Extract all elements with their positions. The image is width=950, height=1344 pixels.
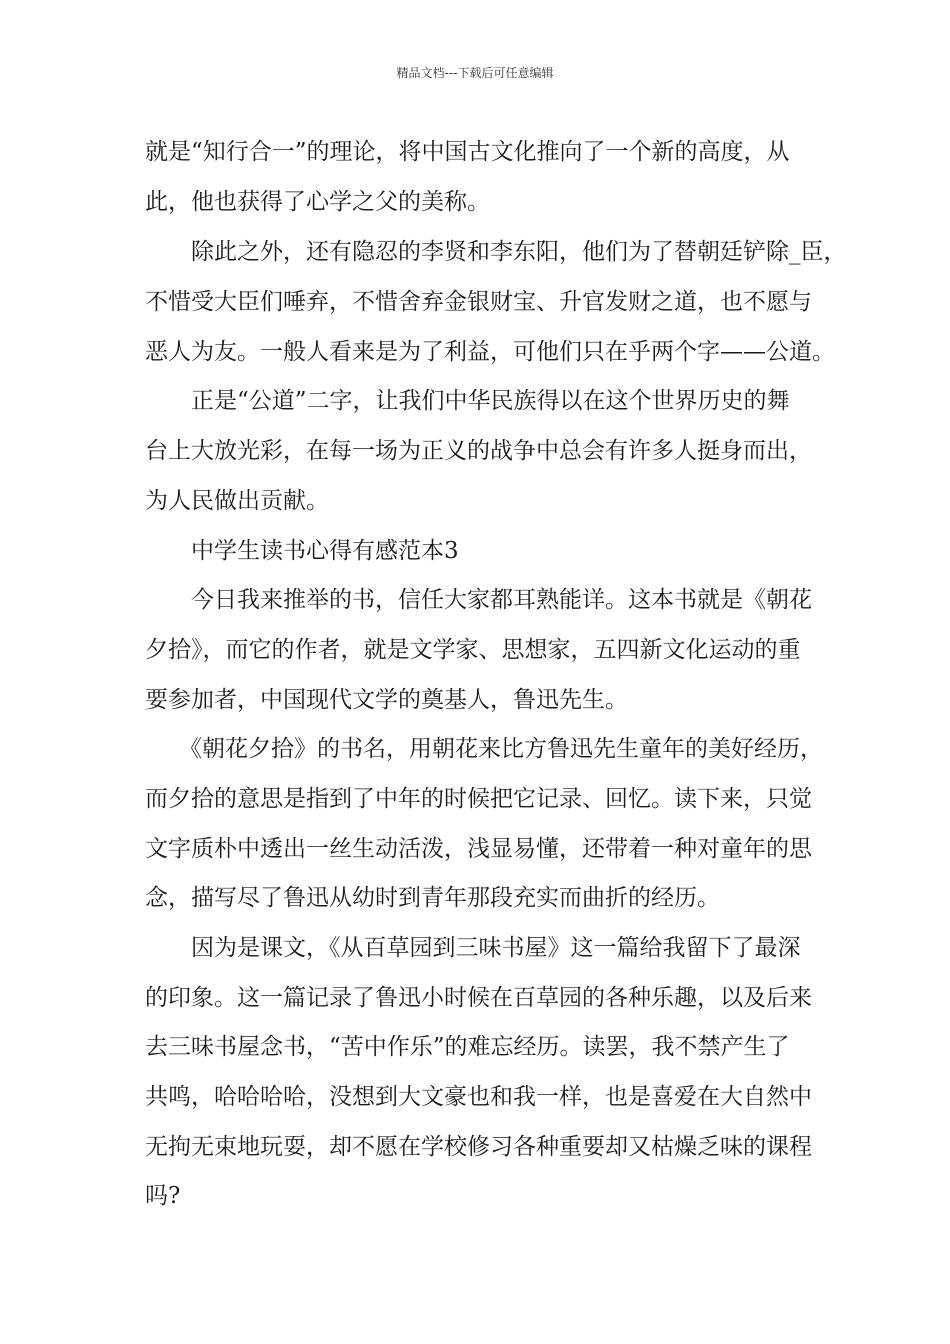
text-line: 恶人为友。一般人看来是为了利益，可他们只在乎两个字——公道。 <box>145 339 835 365</box>
text-line: 除此之外，还有隐忍的李贤和李东阳，他们为了替朝廷铲除_臣， <box>191 239 847 265</box>
text-line: 正是“公道”二字，让我们中华民族得以在这个世界历史的舞 <box>191 388 790 414</box>
page-header: 精品文档---下载后可任意编辑 <box>396 66 554 80</box>
text-line: 不惜受大臣们唾弃，不惜舍弃金银财宝、升官发财之道，也不愿与 <box>145 289 812 315</box>
text-line: 念，描写尽了鲁迅从幼时到青年那段充实而曲折的经历。 <box>145 885 720 911</box>
section-heading: 中学生读书心得有感范本3 <box>191 538 459 564</box>
text-line: 而夕拾的意思是指到了中年的时候把它记录、回忆。读下来，只觉 <box>145 786 812 812</box>
text-line: 吗? <box>145 1183 181 1209</box>
text-line: 无拘无束地玩耍，却不愿在学校修习各种重要却又枯燥乏味的课程 <box>145 1134 812 1160</box>
text-line: 今日我来推举的书，信任大家都耳熟能详。这本书就是《朝花 <box>191 587 812 613</box>
text-line: 此，他也获得了心学之父的美称。 <box>145 189 490 215</box>
text-line: 就是“知行合一”的理论，将中国古文化推向了一个新的高度，从 <box>145 139 790 165</box>
text-line: 去三味书屋念书，“苦中作乐”的难忘经历。读罢，我不禁产生了 <box>145 1034 790 1060</box>
text-line: 台上大放光彩，在每一场为正义的战争中总会有许多人挺身而出， <box>145 438 812 464</box>
text-line: 共鸣，哈哈哈哈，没想到大文豪也和我一样，也是喜爱在大自然中 <box>145 1084 812 1110</box>
text-line: 的印象。这一篇记录了鲁迅小时候在百草园的各种乐趣，以及后来 <box>145 985 812 1011</box>
text-line: 文字质朴中透出一丝生动活泼，浅显易懂，还带着一种对童年的思 <box>145 836 812 862</box>
text-line: 夕拾》，而它的作者，就是文学家、思想家，五四新文化运动的重 <box>145 637 801 663</box>
text-line: 《朝花夕拾》的书名，用朝花来比方鲁迅先生童年的美好经历， <box>179 736 823 762</box>
text-line: 因为是课文，《从百草园到三味书屋》这一篇给我留下了最深 <box>191 935 801 961</box>
text-line: 要参加者，中国现代文学的奠基人，鲁迅先生。 <box>145 687 628 713</box>
text-line: 为人民做出贡献。 <box>145 488 329 514</box>
